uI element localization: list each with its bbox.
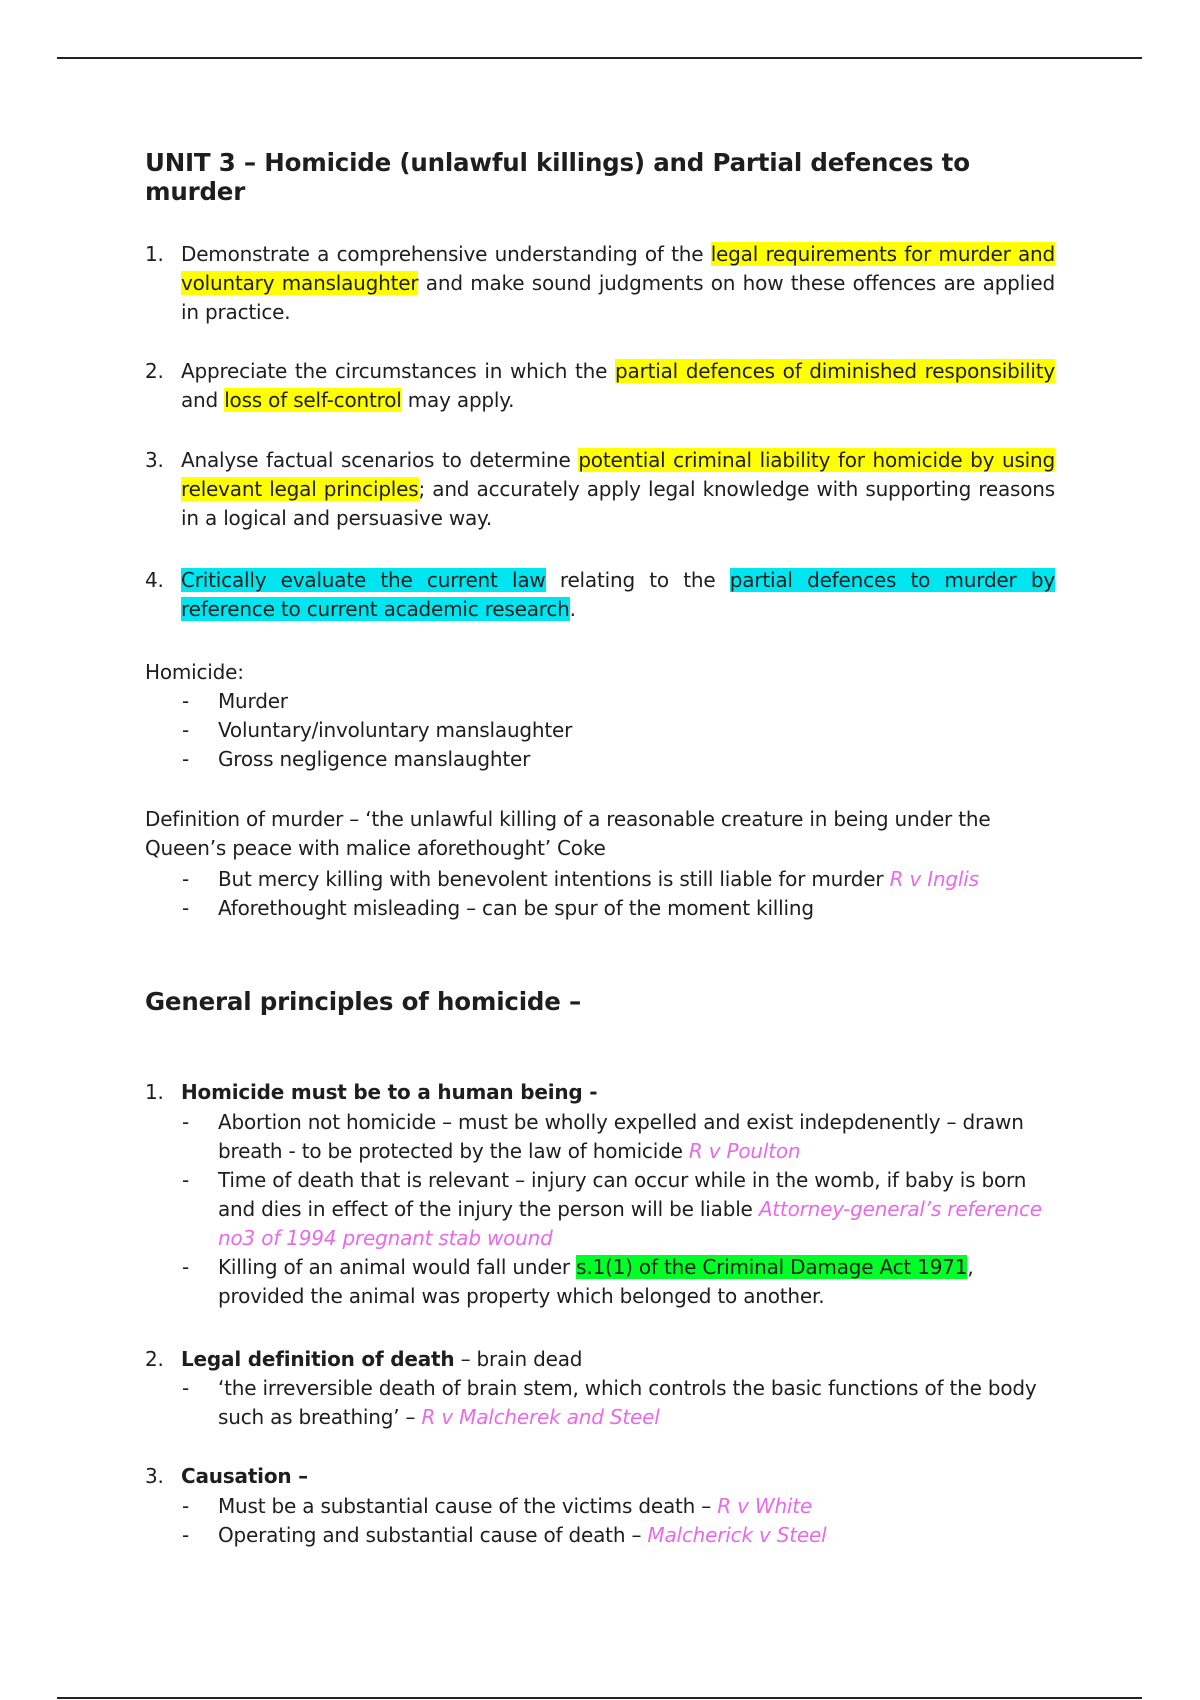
highlight-cyan: partial defences to murder by reference to current academic research [181, 568, 1056, 621]
definition-list [145, 865, 1055, 923]
murder-definition: Definition of murder – ‘the unlawful killing of a reasonable creature in being under the Queen’s peace with malice aforethought’ Coke [145, 807, 991, 860]
principle-number: 1. [145, 1080, 164, 1104]
objective-4 [145, 566, 1055, 624]
homicide-list [145, 687, 1055, 774]
homicide-heading: Homicide: [145, 660, 244, 684]
list-item-text: ‘the irreversible death of brain stem, which controls the basic functions of the body such as breathing’ – [218, 1376, 1037, 1429]
page-title: UNIT 3 – Homicide (unlawful killings) and Partial defences to murder [145, 148, 970, 206]
bottom-rule [57, 1697, 1142, 1699]
objective-text: Appreciate the circumstances in which the [181, 359, 616, 383]
principle-title: Legal definition of death [181, 1347, 455, 1371]
principle-number: 2. [145, 1347, 164, 1371]
objective-1 [145, 240, 1055, 327]
list-item-text: Must be a substantial cause of the victims death – [218, 1494, 718, 1518]
objective-text: relating to the [545, 568, 730, 592]
principle-2-list [145, 1374, 1055, 1432]
list-item-text: Operating and substantial cause of death – [218, 1523, 648, 1547]
objective-text: may apply. [401, 388, 515, 412]
highlight-yellow: legal requirements for murder and voluntary manslaughter [181, 242, 1056, 295]
highlight-yellow: partial defences of diminished responsibility [615, 359, 1056, 383]
objective-number: 4. [145, 568, 164, 592]
principle-number: 3. [145, 1464, 164, 1488]
list-item: - Voluntary/involuntary manslaughter [182, 716, 1055, 745]
objective-2 [145, 357, 1055, 415]
principle-title: Causation – [181, 1464, 308, 1488]
list-item: - Gross negligence manslaughter [182, 745, 1055, 774]
principle-title-rest: – brain dead [454, 1347, 583, 1371]
objective-text: ; and accurately apply legal knowledge with supporting reasons in a logical and persuasive way. [181, 477, 1055, 530]
section-heading: General principles of homicide – [145, 987, 582, 1016]
list-item [182, 1166, 1055, 1253]
objective-text: . [569, 597, 576, 621]
top-rule [57, 57, 1142, 59]
list-item [182, 1253, 1055, 1311]
highlight-yellow: loss of self-control [224, 388, 402, 412]
list-item-text: Killing of an animal would fall under [218, 1255, 577, 1279]
case-citation: R v Malcherek and Steel [421, 1405, 660, 1429]
objective-3 [145, 446, 1055, 533]
list-item-text: But mercy killing with benevolent intentions is still liable for murder [218, 867, 890, 891]
list-item-text: , provided the animal was property which belonged to another. [218, 1255, 974, 1308]
principle-1-list [145, 1108, 1055, 1311]
objective-text: Demonstrate a comprehensive understanding of the [181, 242, 711, 266]
objective-text: and make sound judgments on how these offences are applied in practice. [181, 271, 1055, 324]
principle-2-heading [145, 1345, 582, 1374]
list-item: - Murder [182, 687, 1055, 716]
list-item-text: Time of death that is relevant – injury can occur while in the womb, if baby is born and dies in effect of the injury the person will be liable [218, 1168, 1027, 1221]
principle-3-list [145, 1492, 1055, 1550]
highlight-yellow: potential criminal liability for homicide by using relevant legal principles [181, 448, 1056, 501]
list-item [182, 1492, 1055, 1521]
highlight-green: s.1(1) of the Criminal Damage Act 1971 [576, 1255, 968, 1279]
objective-text: Analyse factual scenarios to determine [181, 448, 579, 472]
list-item [182, 1108, 1055, 1166]
list-item-text: Abortion not homicide – must be wholly expelled and exist indepdenently – drawn breath - to be protected by the law of homicide [218, 1110, 1024, 1163]
objective-number: 3. [145, 448, 164, 472]
list-item: - Aforethought misleading – can be spur of the moment killing [182, 894, 1055, 923]
objective-number: 1. [145, 242, 164, 266]
highlight-cyan: Critically evaluate the current law [181, 568, 546, 592]
case-citation: Malcherick v Steel [647, 1523, 827, 1547]
case-citation: Attorney-general’s reference no3 of 1994 pregnant stab wound [218, 1197, 1042, 1250]
list-item [182, 865, 1055, 894]
list-item [182, 1521, 1055, 1550]
principle-title: Homicide must be to a human being - [181, 1080, 598, 1104]
principle-3-heading [145, 1462, 308, 1491]
principle-1-heading [145, 1078, 597, 1107]
objective-number: 2. [145, 359, 164, 383]
list-item [182, 1374, 1055, 1432]
case-citation: R v Inglis [889, 867, 979, 891]
objective-text: and [181, 388, 225, 412]
case-citation: R v White [717, 1494, 813, 1518]
case-citation: R v Poulton [688, 1139, 801, 1163]
